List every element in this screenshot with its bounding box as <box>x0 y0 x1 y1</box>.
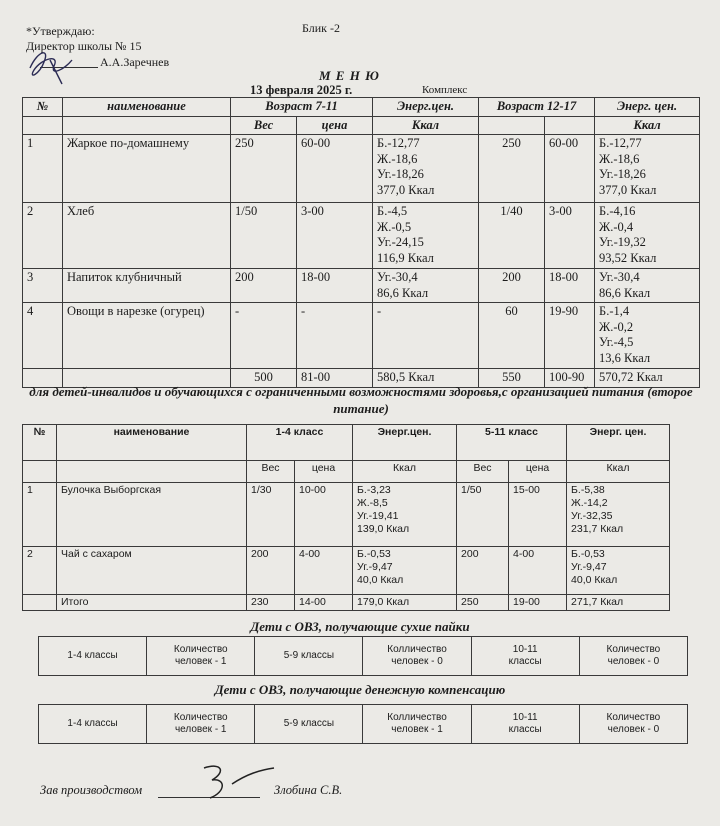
grade-5-9-label: 5-9 классы <box>255 637 363 676</box>
header-name: наименование <box>63 98 231 117</box>
compensation-table <box>38 704 688 744</box>
weight-12-17: 60 <box>479 303 545 369</box>
price-5-11: 4-00 <box>509 547 567 595</box>
dry-rations-table <box>38 636 688 676</box>
weight-5-11: 1/50 <box>457 483 509 547</box>
dish-name: Булочка Выборгская <box>57 483 247 547</box>
header-price-2: цена <box>509 461 567 483</box>
energy-1-4: Б.-0,53 Уг.-9,47 40,0 Ккал <box>353 547 457 595</box>
menu-table-main <box>22 97 700 388</box>
weight-12-17: 1/40 <box>479 203 545 269</box>
production-head-signature <box>192 760 282 805</box>
row-num: 1 <box>23 483 57 547</box>
table-row <box>23 135 700 203</box>
header-age-7-11: Возраст 7-11 <box>231 98 373 117</box>
header-weight-1: Вес <box>231 116 297 135</box>
weight-5-11: 200 <box>457 547 509 595</box>
header-grade-5-11: 5-11 класс <box>457 425 567 461</box>
total-label: Итого <box>57 595 247 611</box>
menu-table-second <box>22 424 670 611</box>
total-energy-12-17: 570,72 Ккал <box>595 369 700 388</box>
weight-7-11: 250 <box>231 135 297 203</box>
table-row <box>23 483 670 547</box>
price-12-17: 19-90 <box>545 303 595 369</box>
header-energy-2: Энерг. цен. <box>567 425 670 461</box>
dish-name: Жаркое по-домашнему <box>63 135 231 203</box>
dish-name: Напиток клубничный <box>63 269 231 303</box>
header-kcal-1: Ккал <box>373 116 479 135</box>
weight-7-11: 1/50 <box>231 203 297 269</box>
total-price-7-11: 81-00 <box>297 369 373 388</box>
weight-1-4: 1/30 <box>247 483 295 547</box>
price-1-4: 4-00 <box>295 547 353 595</box>
grade-5-9-count: Колличество человек - 0 <box>363 637 471 676</box>
table-row <box>23 269 700 303</box>
grade-1-4-label: 1-4 классы <box>39 637 147 676</box>
header-grade-1-4: 1-4 класс <box>247 425 353 461</box>
header-energy-1: Энерг.цен. <box>373 98 479 117</box>
energy-12-17: Б.-4,16 Ж.-0,4 Уг.-19,32 93,52 Ккал <box>595 203 700 269</box>
energy-5-11: Б.-0,53 Уг.-9,47 40,0 Ккал <box>567 547 670 595</box>
total-weight-7-11: 500 <box>231 369 297 388</box>
total-price-1-4: 14-00 <box>295 595 353 611</box>
header-energy-1: Энерг.цен. <box>353 425 457 461</box>
header-num: № <box>23 98 63 117</box>
row-num: 3 <box>23 269 63 303</box>
blank-label: Блик -2 <box>302 21 340 35</box>
energy-12-17: Уг.-30,4 86,6 Ккал <box>595 269 700 303</box>
grade-1-4-count: Количество человек - 1 <box>147 705 255 744</box>
price-7-11: 18-00 <box>297 269 373 303</box>
grade-1-4-count: Количество человек - 1 <box>147 637 255 676</box>
header-name: наименование <box>57 425 247 461</box>
price-1-4: 10-00 <box>295 483 353 547</box>
header-energy-2: Энерг. цен. <box>595 98 700 117</box>
grade-5-9-count: Колличество человек - 1 <box>363 705 471 744</box>
weight-12-17: 250 <box>479 135 545 203</box>
dry-rations-title: Дети с ОВЗ, получающие сухие пайки <box>250 619 470 634</box>
energy-12-17: Б.-12,77 Ж.-18,6 Уг.-18,26 377,0 Ккал <box>595 135 700 203</box>
energy-7-11: Б.-12,77 Ж.-18,6 Уг.-18,26 377,0 Ккал <box>373 135 479 203</box>
price-7-11: - <box>297 303 373 369</box>
row-num: 2 <box>23 547 57 595</box>
energy-1-4: Б.-3,23 Ж.-8,5 Уг.-19,41 139,0 Ккал <box>353 483 457 547</box>
director-label: Директор школы № 15 <box>26 39 142 53</box>
total-energy-7-11: 580,5 Ккал <box>373 369 479 388</box>
total-weight-1-4: 230 <box>247 595 295 611</box>
header-kcal-1: Ккал <box>353 461 457 483</box>
director-name: А.А.Заречнев <box>100 55 170 69</box>
production-head-name: Злобина С.В. <box>274 783 343 797</box>
row-num: 4 <box>23 303 63 369</box>
header-num: № <box>23 425 57 461</box>
dish-name: Хлеб <box>63 203 231 269</box>
total-energy-5-11: 271,7 Ккал <box>567 595 670 611</box>
table-row <box>23 547 670 595</box>
weight-7-11: 200 <box>231 269 297 303</box>
weight-12-17: 200 <box>479 269 545 303</box>
second-meal-title: для детей-инвалидов и обучающихся с ограниченными возможностями здоровья,с организацией питания (второе питание) <box>29 384 693 416</box>
energy-7-11: - <box>373 303 479 369</box>
menu-date: 13 февраля 2025 г. <box>250 83 353 97</box>
header-weight-2: Вес <box>457 461 509 483</box>
weight-7-11: - <box>231 303 297 369</box>
table-row <box>23 203 700 269</box>
grade-10-11-label: 10-11 классы <box>471 705 579 744</box>
grade-10-11-count: Количество человек - 0 <box>579 705 687 744</box>
price-7-11: 60-00 <box>297 135 373 203</box>
energy-7-11: Уг.-30,4 86,6 Ккал <box>373 269 479 303</box>
production-head-role: Зав производством <box>40 783 143 797</box>
menu-title: М Е Н Ю <box>319 68 380 83</box>
price-12-17: 3-00 <box>545 203 595 269</box>
header-price-1: цена <box>297 116 373 135</box>
total-weight-12-17: 550 <box>479 369 545 388</box>
row-num: 1 <box>23 135 63 203</box>
grade-5-9-label: 5-9 классы <box>255 705 363 744</box>
total-price-5-11: 19-00 <box>509 595 567 611</box>
weight-1-4: 200 <box>247 547 295 595</box>
price-12-17: 60-00 <box>545 135 595 203</box>
approve-label: *Утверждаю: <box>26 24 95 38</box>
dish-name: Чай с сахаром <box>57 547 247 595</box>
compensation-title: Дети с ОВЗ, получающие денежную компенсацию <box>214 682 506 697</box>
total-weight-5-11: 250 <box>457 595 509 611</box>
grade-10-11-count: Количество человек - 0 <box>579 637 687 676</box>
complex-label: Комплекс <box>422 84 468 96</box>
grade-10-11-label: 10-11 классы <box>471 637 579 676</box>
energy-5-11: Б.-5,38 Ж.-14,2 Уг.-32,35 231,7 Ккал <box>567 483 670 547</box>
price-12-17: 18-00 <box>545 269 595 303</box>
table-row <box>23 303 700 369</box>
dish-name: Овощи в нарезке (огурец) <box>63 303 231 369</box>
header-price-1: цена <box>295 461 353 483</box>
header-weight-1: Вес <box>247 461 295 483</box>
header-kcal-2: Ккал <box>595 116 700 135</box>
price-5-11: 15-00 <box>509 483 567 547</box>
header-age-12-17: Возраст 12-17 <box>479 98 595 117</box>
energy-12-17: Б.-1,4 Ж.-0,2 Уг.-4,5 13,6 Ккал <box>595 303 700 369</box>
grade-1-4-label: 1-4 классы <box>39 705 147 744</box>
total-energy-1-4: 179,0 Ккал <box>353 595 457 611</box>
total-price-12-17: 100-90 <box>545 369 595 388</box>
header-kcal-2: Ккал <box>567 461 670 483</box>
row-num: 2 <box>23 203 63 269</box>
energy-7-11: Б.-4,5 Ж.-0,5 Уг.-24,15 116,9 Ккал <box>373 203 479 269</box>
director-signature <box>20 40 100 90</box>
price-7-11: 3-00 <box>297 203 373 269</box>
total-row <box>23 595 670 611</box>
